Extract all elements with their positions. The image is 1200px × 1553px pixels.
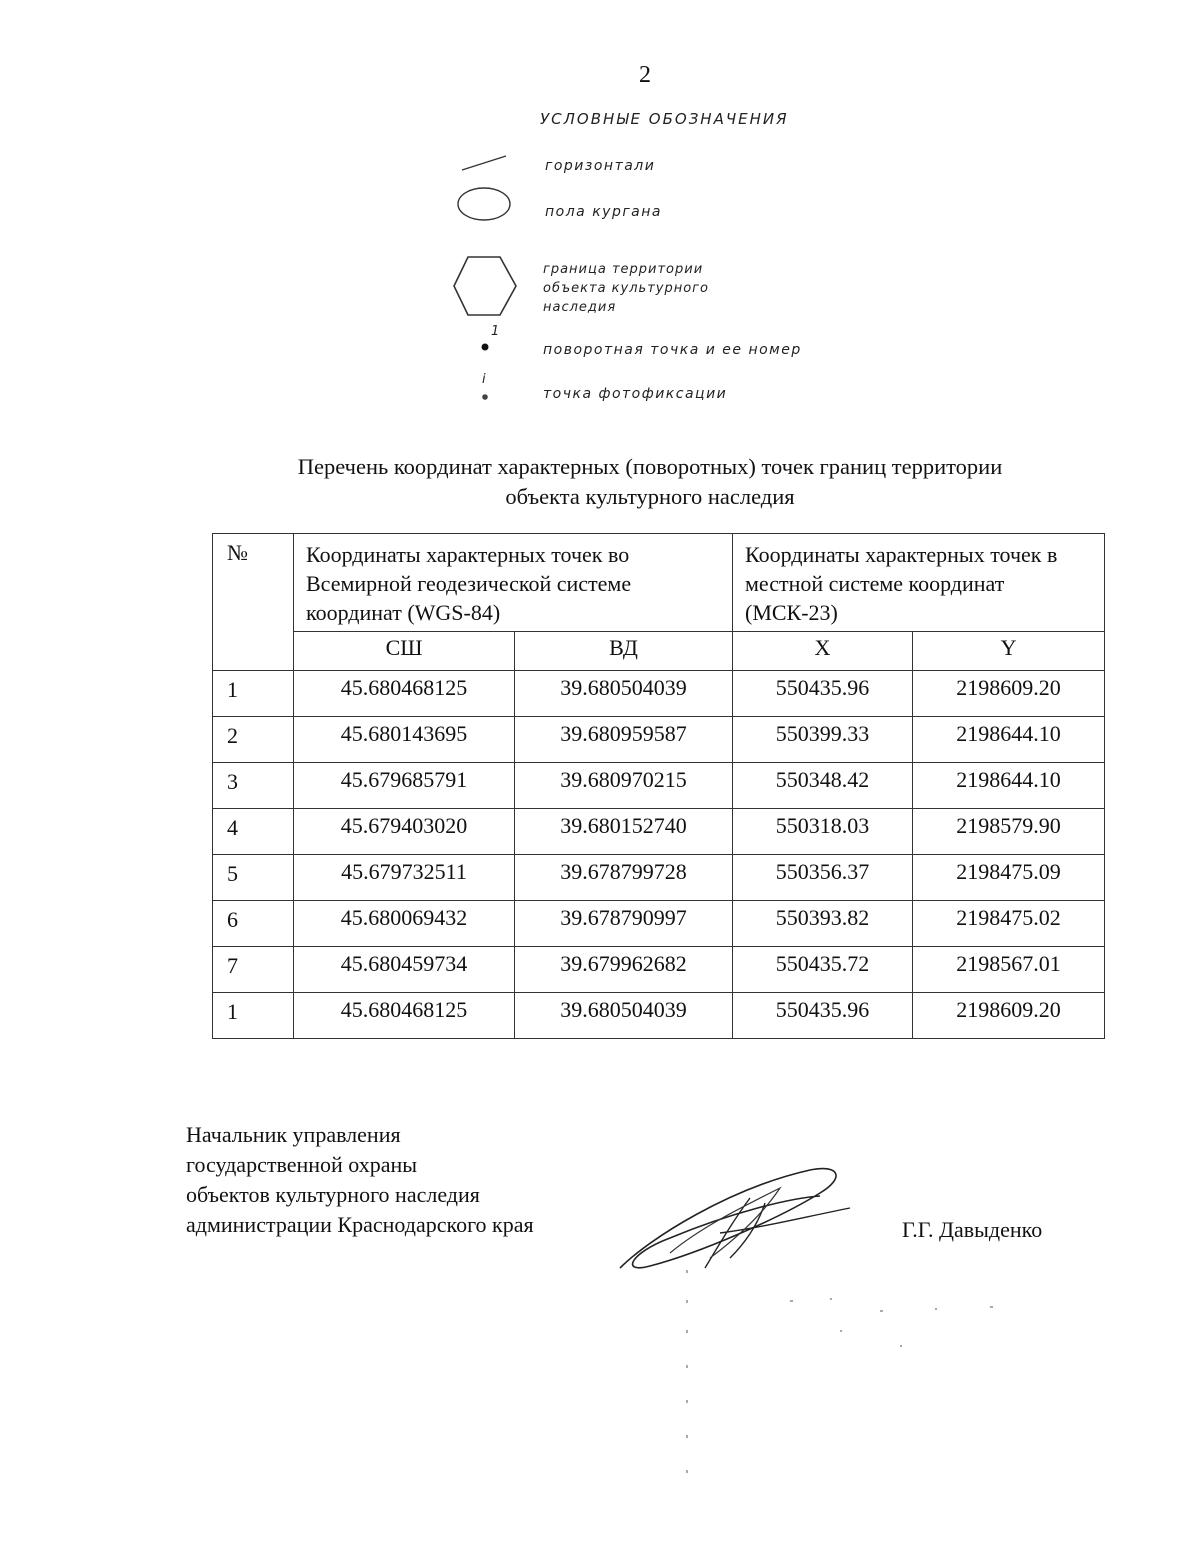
point-number: 4	[213, 809, 294, 855]
table-row	[213, 671, 1105, 717]
table-row	[213, 993, 1105, 1039]
x-cell: 550435.96	[733, 993, 913, 1039]
x-cell: 550435.72	[733, 947, 913, 993]
legend-label-mound: пола кургана	[545, 204, 662, 220]
msk23-header: Координаты характерных точек в местной системе координат (МСК-23)	[733, 534, 1105, 632]
y-header: Y	[913, 632, 1105, 671]
scan-artifact	[680, 1270, 1010, 1490]
table-row	[213, 717, 1105, 763]
y-cell: 2198609.20	[913, 993, 1105, 1039]
ellipse-icon	[454, 184, 514, 224]
point-number: 1	[213, 671, 294, 717]
longitude-cell: 39.680970215	[515, 763, 733, 809]
legend-label-contours: горизонтали	[545, 158, 656, 174]
legend-boundary-line-1: граница территории	[543, 262, 704, 277]
y-cell: 2198579.90	[913, 809, 1105, 855]
table-heading-line-1: Перечень координат характерных (поворотных) точек границ территории	[297, 454, 1003, 479]
x-cell: 550356.37	[733, 855, 913, 901]
legend-boundary-line-2: объекта культурного	[543, 281, 709, 296]
legend-label-photo-point: точка фотофиксации	[543, 386, 728, 402]
point-number: 2	[213, 717, 294, 763]
latitude-cell: 45.679685791	[294, 763, 515, 809]
longitude-header: ВД	[515, 632, 733, 671]
table-heading	[150, 452, 1150, 512]
table-row	[213, 763, 1105, 809]
signatory-position	[186, 1120, 534, 1240]
latitude-cell: 45.680459734	[294, 947, 515, 993]
point-number: 3	[213, 763, 294, 809]
longitude-cell: 39.680504039	[515, 993, 733, 1039]
wgs84-header: Координаты характерных точек во Всемирной геодезической системе координат (WGS-84)	[294, 534, 733, 632]
x-cell: 550399.33	[733, 717, 913, 763]
legend-label-boundary	[543, 260, 709, 317]
table-row	[213, 855, 1105, 901]
photo-point-marker: i	[482, 372, 487, 387]
x-cell: 550348.42	[733, 763, 913, 809]
page-number: 2	[639, 62, 651, 88]
x-cell: 550435.96	[733, 671, 913, 717]
y-cell: 2198644.10	[913, 717, 1105, 763]
y-cell: 2198475.09	[913, 855, 1105, 901]
latitude-cell: 45.679403020	[294, 809, 515, 855]
latitude-cell: 45.680069432	[294, 901, 515, 947]
handwritten-signature	[610, 1158, 860, 1288]
y-cell: 2198644.10	[913, 763, 1105, 809]
dot-numbered-icon	[478, 340, 492, 354]
table-row	[213, 947, 1105, 993]
number-header: №	[213, 534, 294, 671]
coordinates-table	[212, 533, 1105, 1039]
hexagon-icon	[450, 252, 520, 322]
table-heading-line-2: объекта культурного наследия	[505, 484, 795, 509]
point-number: 1	[213, 993, 294, 1039]
signatory-position-line-3: объектов культурного наследия	[186, 1182, 480, 1207]
x-cell: 550393.82	[733, 901, 913, 947]
latitude-cell: 45.680468125	[294, 671, 515, 717]
table-row	[213, 809, 1105, 855]
turning-point-marker: 1	[491, 324, 501, 339]
signatory-position-line-1: Начальник управления	[186, 1122, 401, 1147]
y-cell: 2198475.02	[913, 901, 1105, 947]
longitude-cell: 39.678799728	[515, 855, 733, 901]
latitude-header: СШ	[294, 632, 515, 671]
legend-label-turning-point: поворотная точка и ее номер	[543, 342, 802, 358]
longitude-cell: 39.678790997	[515, 901, 733, 947]
signatory-position-line-2: государственной охраны	[186, 1152, 418, 1177]
point-number: 5	[213, 855, 294, 901]
contour-line-icon	[460, 150, 510, 174]
longitude-cell: 39.680152740	[515, 809, 733, 855]
signatory-position-line-4: администрации Краснодарского края	[186, 1212, 534, 1237]
longitude-cell: 39.679962682	[515, 947, 733, 993]
longitude-cell: 39.680504039	[515, 671, 733, 717]
latitude-cell: 45.680143695	[294, 717, 515, 763]
legend-boundary-line-3: наследия	[543, 300, 617, 315]
latitude-cell: 45.680468125	[294, 993, 515, 1039]
dot-small-icon	[478, 390, 492, 404]
y-cell: 2198567.01	[913, 947, 1105, 993]
x-cell: 550318.03	[733, 809, 913, 855]
latitude-cell: 45.679732511	[294, 855, 515, 901]
x-header: X	[733, 632, 913, 671]
signatory-name: Г.Г. Давыденко	[902, 1217, 1043, 1242]
longitude-cell: 39.680959587	[515, 717, 733, 763]
legend-title: УСЛОВНЫЕ ОБОЗНАЧЕНИЯ	[540, 110, 789, 128]
table-row	[213, 901, 1105, 947]
y-cell: 2198609.20	[913, 671, 1105, 717]
table-subheader-row	[213, 632, 1105, 671]
point-number: 6	[213, 901, 294, 947]
point-number: 7	[213, 947, 294, 993]
table-header-row	[213, 534, 1105, 632]
